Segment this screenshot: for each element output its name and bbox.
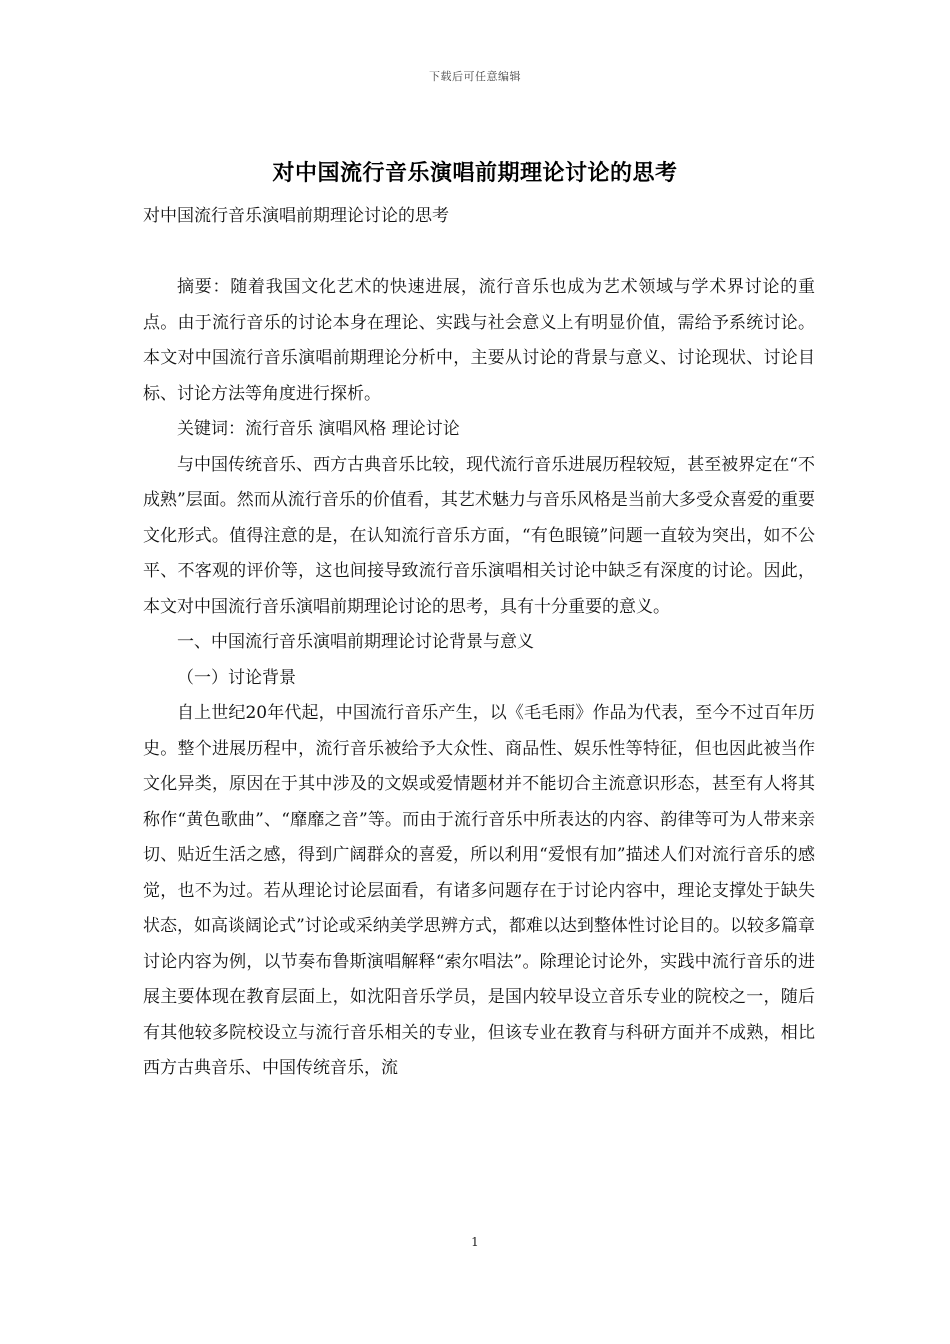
header-note: 下载后可任意编辑 xyxy=(429,70,521,83)
keywords-paragraph: 关键词：流行音乐 演唱风格 理论讨论 xyxy=(177,419,460,439)
background-paragraph: 自上世纪20年代起，中国流行音乐产生，以《毛毛雨》作品为代表，至今不过百年历史。整个进展历程中，流行音乐被给予大众性、商品性、娱乐性等特征，但也因此被当作文化异类，原因在于其中涉及的文娱或爱情题材并不能切合主流意识形态，甚至有人将其称作“黄色歌曲”、“靡靡之音”等。而由于流行音乐中所表达的内容、韵律等可为人带来亲切、贴近生活之感，得到广阔群众的喜爱，所以利用“爱恨有加”描述人们对流行音乐的感觉，也不为过。若从理论讨论层面看，有诸多问题存在于讨论内容中，理论支撑处于缺失状态，如高谈阔论式”讨论或采纳美学思辨方式，都难以达到整体性讨论目的。以较多篇章讨论内容为例，以节奏布鲁斯演唱解释“索尔唱法”。除理论讨论外，实践中流行音乐的进展主要体现在教育层面上，如沈阳音乐学员，是国内较早设立音乐专业的院校之一，随后有其他较多院校设立与流行音乐相关的专业，但该专业在教育与科研方面并不成熟，相比西方古典音乐、中国传统音乐，流 xyxy=(143,703,815,1078)
document-subtitle: 对中国流行音乐演唱前期理论讨论的思考 xyxy=(143,206,449,226)
abstract-paragraph: 摘要：随着我国文化艺术的快速进展，流行音乐也成为艺术领域与学术界讨论的重点。由于流行音乐的讨论本身在理论、实践与社会意义上有明显价值，需给予系统讨论。本文对中国流行音乐演唱前期理论分析中，主要从讨论的背景与意义、讨论现状、讨论目标、讨论方法等角度进行探析。 xyxy=(143,277,815,404)
document-title: 对中国流行音乐演唱前期理论讨论的思考 xyxy=(272,160,678,186)
page-number: 1 xyxy=(471,1235,479,1249)
document-body xyxy=(143,270,815,1087)
subsection-heading: （一）讨论背景 xyxy=(177,667,296,688)
intro-paragraph: 与中国传统音乐、西方古典音乐比较，现代流行音乐进展历程较短，甚至被界定在“不成熟”层面。然而从流行音乐的价值看，其艺术魅力与音乐风格是当前大多受众喜爱的重要文化形式。值得注意的是，在认知流行音乐方面，“有色眼镜”问题一直较为突出，如不公平、不客观的评价等，这也间接导致流行音乐演唱相关讨论中缺乏有深度的讨论。因此，本文对中国流行音乐演唱前期理论讨论的思考，具有十分重要的意义。 xyxy=(143,454,815,617)
section-heading: 一、中国流行音乐演唱前期理论讨论背景与意义 xyxy=(177,632,534,652)
